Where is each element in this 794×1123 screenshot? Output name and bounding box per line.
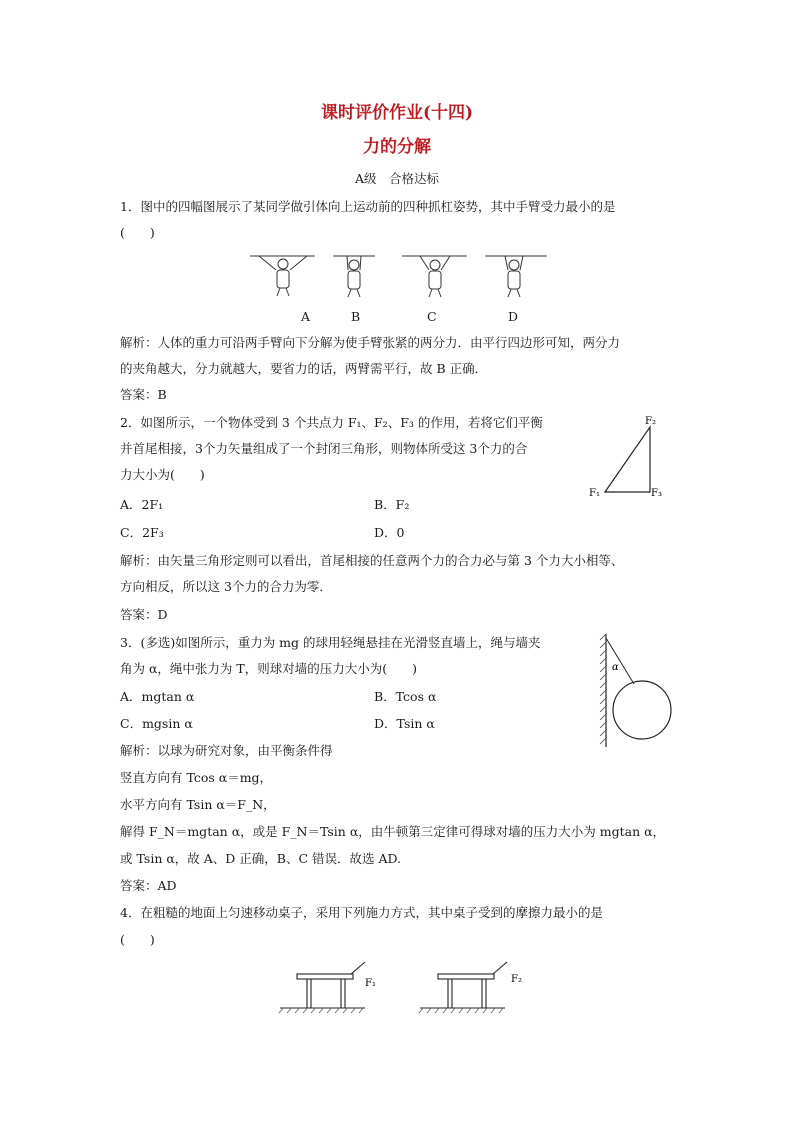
q1-stem: 1．图中的四幅图展示了某同学做引体向上运动前的四种抓杠姿势，其中手臂受力最小的是 <box>120 199 616 214</box>
q2-analysis-line2: 方向相反，所以这 3个力的合力为零． <box>120 579 332 594</box>
q3-analysis-line3: 水平方向有 Tsin α＝F_N， <box>120 797 276 812</box>
q2-force-triangle <box>585 412 675 502</box>
q2-label-f1: F₁ <box>589 488 600 499</box>
q1-label-d: D <box>508 309 519 324</box>
q2-stem-line2: 并首尾相接，3个力矢量组成了一个封闭三角形，则物体所受这 3个力的合 <box>120 441 528 456</box>
q4-label-f2: F₂ <box>511 974 522 985</box>
q1-label-b: B <box>351 309 361 324</box>
q4-answer-paren: ( ) <box>120 932 155 947</box>
q3-ball-wall-figure <box>598 632 678 752</box>
q1-answer-paren: ( ) <box>120 225 155 240</box>
q1-fig-c <box>402 256 467 297</box>
q4-table-1 <box>280 962 365 1008</box>
q3-option-b: B．Tcos α <box>374 689 437 704</box>
q3-option-d: D．Tsin α <box>374 716 435 731</box>
page-subtitle: 力的分解 <box>363 137 431 157</box>
q2-option-b: B．F₂ <box>374 497 410 512</box>
q4-label-f1: F₁ <box>365 978 376 989</box>
level-heading: A级 合格达标 <box>354 171 440 186</box>
q3-analysis-line4: 解得 F_N＝mgtan α，或是 F_N＝Tsin α，由牛顿第三定律可得球对墙的压力大小为 mgtan α， <box>120 824 666 839</box>
q1-label-c: C <box>427 309 437 324</box>
q3-analysis-line2: 竖直方向有 Tcos α＝mg， <box>120 770 273 785</box>
q2-stem-line1: 2．如图所示，一个物体受到 3 个共点力 F₁、F₂、F₃ 的作用，若将它们平衡 <box>120 415 543 430</box>
q3-analysis-line5: 或 Tsin α，故 A、D 正确，B、C 错误．故选 AD. <box>120 851 402 866</box>
q2-label-f3: F₃ <box>651 488 662 499</box>
q1-analysis-line1: 解析：人体的重力可沿两手臂向下分解为使手臂张紧的两分力．由平行四边形可知，两分力 <box>120 335 621 350</box>
q3-stem-line1: 3．(多选)如图所示，重力为 mg 的球用轻绳悬挂在光滑竖直墙上，绳与墙夹 <box>120 635 541 650</box>
q4-stem: 4．在粗糙的地面上匀速移动桌子，采用下列施力方式，其中桌子受到的摩擦力最小的是 <box>120 905 603 920</box>
q1-fig-d <box>485 256 547 297</box>
q3-analysis-line1: 解析：以球为研究对象，由平衡条件得 <box>120 743 333 758</box>
q4-ground-hatching <box>279 1008 503 1013</box>
q1-fig-b <box>333 256 375 297</box>
q3-answer: 答案：AD <box>120 878 177 893</box>
q3-option-a: A．mgtan α <box>120 689 195 704</box>
page-title: 课时评价作业(十四) <box>320 103 474 123</box>
q3-stem-line2: 角为 α，绳中张力为 T，则球对墙的压力大小为( ) <box>120 661 417 676</box>
q2-option-a: A．2F₁ <box>120 497 164 512</box>
q1-label-a: A <box>301 309 311 324</box>
q2-stem-line3: 力大小为( ) <box>120 467 205 482</box>
q1-fig-a <box>250 256 315 296</box>
q3-label-alpha: α <box>612 662 619 673</box>
q2-label-f2: F₂ <box>645 416 656 427</box>
q3-wall-hatching <box>600 634 606 744</box>
q2-option-d: D．0 <box>374 525 405 540</box>
q2-option-c: C．2F₃ <box>120 525 164 540</box>
q2-answer: 答案：D <box>120 607 168 622</box>
q3-option-c: C．mgsin α <box>120 716 193 731</box>
q1-answer: 答案：B <box>120 387 167 402</box>
q2-analysis-line1: 解析：由矢量三角形定则可以看出，首尾相接的任意两个力的合力必与第 3 个力大小相等、 <box>120 553 624 568</box>
q1-analysis-line2: 的夹角越大，分力就越大，要省力的话，两臂需平行，故 B 正确． <box>120 361 488 376</box>
q4-table-figure <box>275 960 535 1020</box>
q4-table-2 <box>420 962 507 1008</box>
